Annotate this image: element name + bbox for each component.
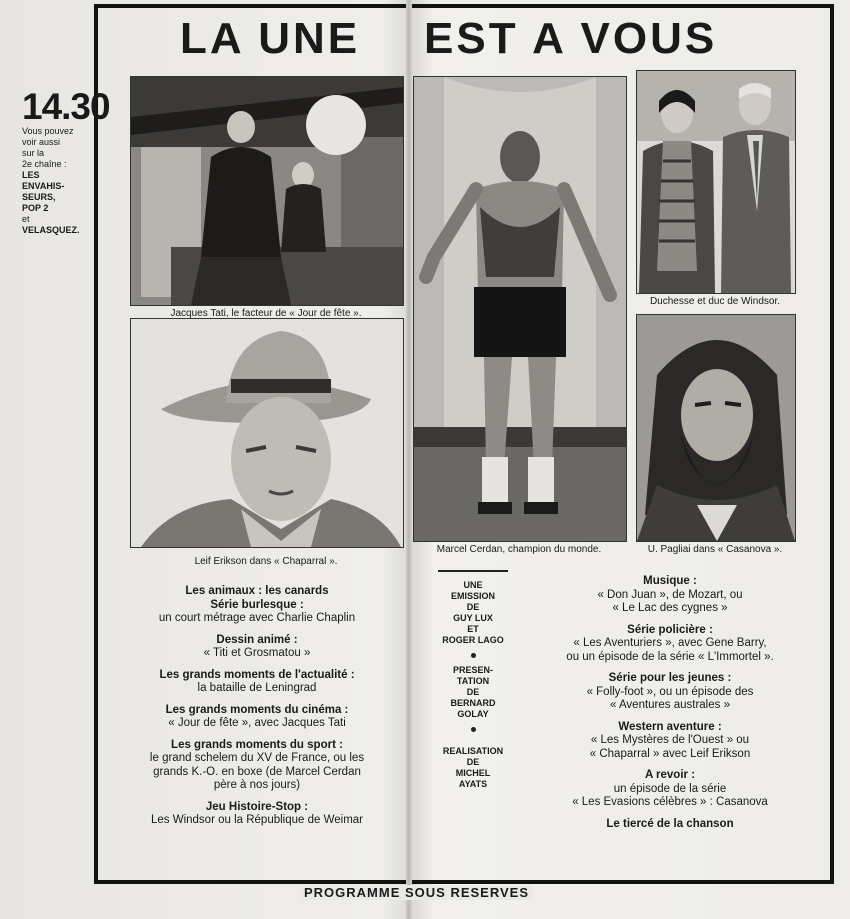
sidebar-note xyxy=(22,88,112,236)
credit-line: DE xyxy=(466,757,480,767)
program-heading: Dessin animé : xyxy=(216,633,298,646)
photo-leif-erikson xyxy=(130,318,404,548)
program-heading: Les animaux : les canards xyxy=(185,585,329,597)
photo-u-pagliai xyxy=(636,314,796,542)
credit-line: DE xyxy=(466,687,480,697)
photo-caption: U. Pagliai dans « Casanova ». xyxy=(647,544,783,555)
program-item xyxy=(112,599,402,626)
photo-jacques-tati xyxy=(130,76,404,306)
program-line: ou un épisode de la série « L'Immortel ». xyxy=(566,650,774,663)
program-item xyxy=(112,585,402,599)
program-heading: A revoir : xyxy=(644,769,696,781)
sidebar-highlight: ENVAHIS- xyxy=(22,181,65,191)
credit-line: EMISSION xyxy=(450,591,495,601)
program-line: « Folly-foot », ou un épisode des xyxy=(586,685,754,698)
credit-line: MICHEL xyxy=(455,768,491,778)
photo-caption: Duchesse et duc de Windsor. xyxy=(649,296,781,307)
program-heading: Le tiercé de la chanson xyxy=(606,817,734,830)
program-heading: Les grands moments de l'actualité : xyxy=(159,668,355,681)
sidebar-line: 2e chaîne : xyxy=(22,159,67,169)
program-line: la bataille de Leningrad xyxy=(197,682,317,694)
program-heading: Musique : xyxy=(643,575,697,587)
program-heading: Série policière : xyxy=(627,623,713,636)
program-item xyxy=(520,818,820,832)
sidebar-line: sur la xyxy=(22,148,45,158)
credits-block-realisation xyxy=(432,746,514,790)
sidebar-line: Vous pouvez xyxy=(22,126,74,136)
program-item xyxy=(112,704,402,731)
bullet-dot xyxy=(471,727,476,732)
program-line: « Les Evasions célèbres » : Casanova xyxy=(572,796,768,808)
credit-line: DE xyxy=(466,602,480,612)
sidebar-highlight: POP 2 xyxy=(22,203,49,213)
program-heading: Les grands moments du sport : xyxy=(171,738,343,751)
credit-line: AYATS xyxy=(458,779,488,789)
photo-duke-duchess-windsor xyxy=(636,70,796,294)
program-item xyxy=(112,801,402,828)
program-line: le grand schelem du XV de France, ou les xyxy=(149,752,365,764)
program-line: « Don Juan », de Mozart, ou xyxy=(597,588,743,601)
program-line: « Les Aventuriers », avec Gene Barry, xyxy=(573,637,767,649)
program-line: « Le Lac des cygnes » xyxy=(612,602,728,614)
sidebar-highlight: et xyxy=(22,214,30,224)
program-right-column xyxy=(520,575,820,839)
program-line: « Jour de fête », avec Jacques Tati xyxy=(168,717,346,729)
frame-top-rule xyxy=(410,4,834,8)
program-item xyxy=(520,624,820,665)
credits-block-presentation xyxy=(432,665,514,720)
footer-text: PROGRAMME SOUS RESERVES xyxy=(300,885,533,900)
program-line: « Les Mystères de l'Ouest » ou xyxy=(590,734,750,746)
credits-block-emission xyxy=(432,580,514,646)
credit-line: BERNARD xyxy=(450,698,496,708)
credit-line: TATION xyxy=(456,676,490,686)
credit-line: REALISATION xyxy=(442,746,504,756)
page-gutter xyxy=(406,0,412,919)
program-line: père à nos jours) xyxy=(213,779,301,791)
program-line: grands K.-O. en boxe (de Marcel Cerdan xyxy=(153,765,361,778)
photo-marcel-cerdan xyxy=(413,76,627,542)
program-item xyxy=(520,769,820,810)
bullet-dot xyxy=(471,653,476,658)
program-item xyxy=(520,575,820,616)
program-item xyxy=(112,634,402,661)
program-heading: Série pour les jeunes : xyxy=(608,672,732,684)
credits-column xyxy=(432,570,514,796)
program-line: un épisode de la série xyxy=(613,782,727,795)
program-line: Les Windsor ou la République de Weimar xyxy=(150,814,363,826)
photo-caption: Marcel Cerdan, champion du monde. xyxy=(436,544,602,555)
credit-line: GUY LUX xyxy=(453,613,493,623)
program-line: un court métrage avec Charlie Chaplin xyxy=(158,612,356,624)
program-heading: Série burlesque : xyxy=(210,598,304,611)
photo-caption: Leif Erikson dans « Chaparral ». xyxy=(194,556,338,567)
credit-line: UNE xyxy=(463,580,483,590)
credit-line: ROGER LAGO xyxy=(442,635,504,645)
photo-caption: Jacques Tati, le facteur de « Jour de fête ». xyxy=(170,308,362,319)
credit-line: ET xyxy=(467,624,479,634)
broadcast-time: 14.30 xyxy=(22,86,110,127)
footer-note xyxy=(300,885,540,907)
headline-left: LA UNE xyxy=(180,14,361,63)
program-left-column xyxy=(112,585,402,836)
sidebar-line: voir aussi xyxy=(22,137,61,147)
program-item xyxy=(112,739,402,793)
program-heading: Western aventure : xyxy=(618,720,722,733)
sidebar-highlight: LES xyxy=(22,170,40,180)
headline-right: EST A VOUS xyxy=(424,14,718,63)
program-line: « Titi et Grosmatou » xyxy=(203,647,311,659)
program-item xyxy=(112,669,402,696)
credit-line: PRESEN- xyxy=(452,665,493,675)
program-item xyxy=(520,721,820,762)
credit-line: GOLAY xyxy=(457,709,489,719)
sidebar-highlight: SEURS, xyxy=(22,192,56,202)
sidebar-highlight: VELASQUEZ. xyxy=(22,225,80,235)
program-line: « Chaparral » avec Leif Erikson xyxy=(589,747,751,760)
program-heading: Les grands moments du cinéma : xyxy=(165,703,349,716)
frame-top-rule xyxy=(94,4,406,8)
program-item xyxy=(520,672,820,713)
credits-rule xyxy=(438,570,508,572)
program-line: « Aventures australes » xyxy=(610,699,730,711)
program-heading: Jeu Histoire-Stop : xyxy=(205,800,309,813)
